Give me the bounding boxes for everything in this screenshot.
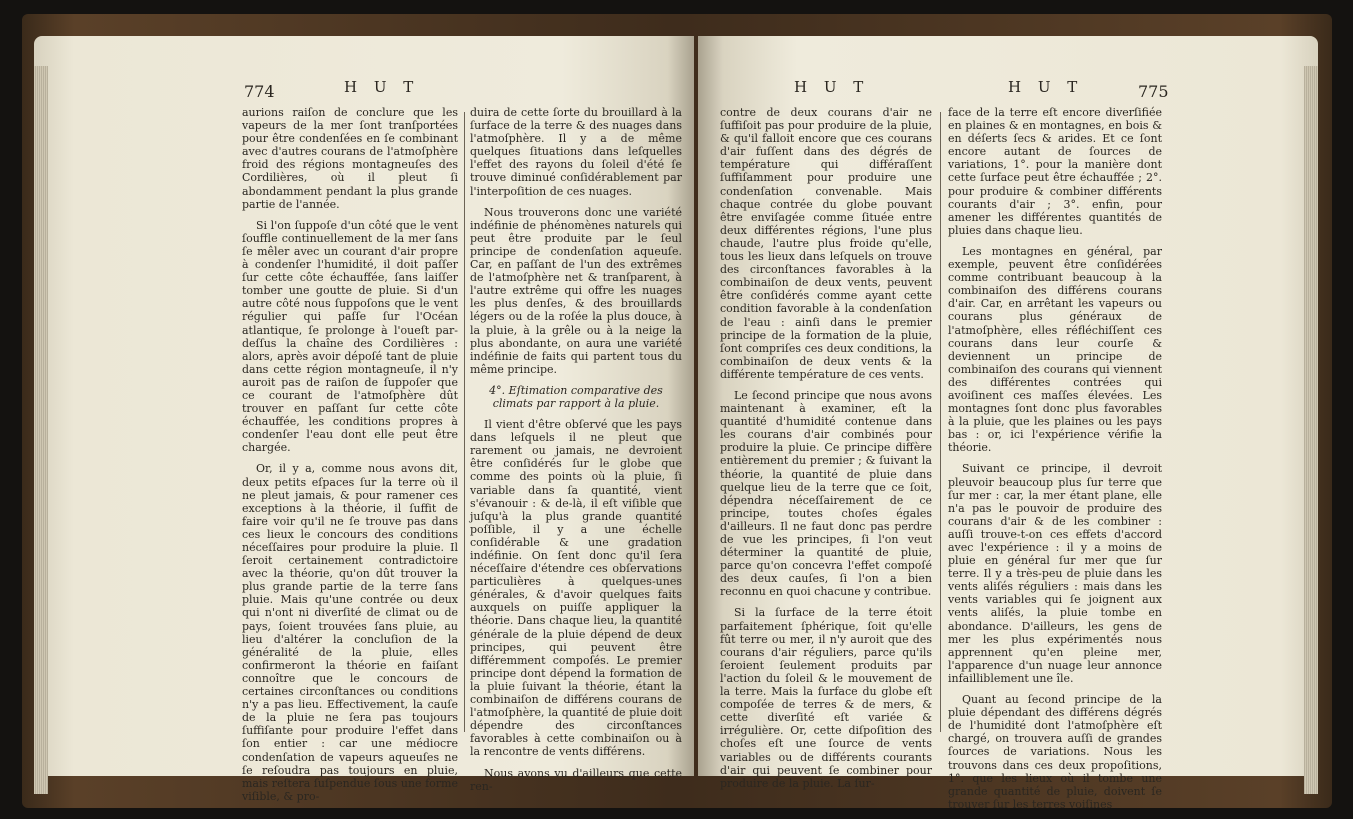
paragraph: Si l'on ſuppoſe d'un côté que le vent ſouffle continuellement de la mer ſans ſe mêler avec un courant d'air propre à condenſer l'humidité, il doit paſſer ſur cette côte échauffée, ſans laiſſer tomber une goutte de pluie. Si d'un autre côté nous ſuppoſons que le vent régulier qui paſſe ſur l'Océan atlantique, ſe prolonge à l'oueſt par-deſſus la chaîne des Cordilières : alors, après avoir dépoſé tant de pluie dans cette région montagneuſe, il n'y auroit pas de raiſon de ſuppoſer que ce courant de l'atmoſphère dût trouver en paſſant ſur cette côte échauffée, les conditions propres à condenſer l'eau dont elle peut être chargée.	[242, 218, 458, 455]
paragraph: face de la terre eſt encore diverſifiée en plaines & en montagnes, en bois & en déſerts ſecs & arides. Et ce ſont encore autant de ſources de variations, 1°. pour la manière dont cette ſurface peut être échauffée ; 2°. pour produire & combiner différents courants d'air ; 3°. enfin, pour amener les différentes quantités de pluies dans chaque lieu.	[948, 106, 1162, 237]
paragraph: Nous trouverons donc une variété indéfinie de phénomènes naturels qui peut être produite par le ſeul principe de condenſation aqueuſe. Car, en paſſant de l'un des extrêmes de l'atmoſphère net & tranſparent, à l'autre extrême qui offre les nuages les plus denſes, & des brouillards légers ou de la roſée la plus douce, à la pluie, à la grêle ou à la neige la plus abondante, on aura une variété indéfinie de faits qui partent tous du même principe.	[470, 205, 682, 376]
column-rule	[940, 112, 941, 732]
paragraph: aurions raiſon de conclure que les vapeurs de la mer ſont tranſportées pour être condenſées en ſe combinant avec d'autres courans de l'atmoſphère froid des régions montagneuſes des Cordilières, où il pleut ſi abondamment pendant la plus grande partie de l'année.	[242, 106, 458, 211]
paragraph: Nous avons vu d'ailleurs que cette ren-	[470, 766, 682, 793]
left-page-column-1	[242, 106, 458, 811]
paragraph: Quant au ſecond principe de la pluie dépendant des différens dégrés de l'humidité dont l'atmoſphère eſt chargé, on trouvera auſſi de grandes ſources de variations. Nous les trouvons dans ces deux propoſitions, 1°. que les lieux où il tombe une grande quantité de pluie, doivent ſe trouver ſur les terres voiſines	[948, 693, 1162, 811]
running-head-left: H U T	[344, 78, 420, 96]
page-number-left: 774	[244, 82, 275, 101]
page-edges-left	[34, 66, 48, 794]
left-page-column-2	[470, 106, 682, 801]
column-rule	[464, 112, 465, 732]
right-page-column-1	[720, 106, 932, 798]
paragraph: contre de deux courans d'air ne ſuffiſoit pas pour produire de la pluie, & qu'il falloit encore que ces courans d'air fuſſent dans des dégrés de température qui différaſſent ſuffiſamment pour produire une condenſation convenable. Mais chaque contrée du globe pouvant être enviſagée comme ſituée entre deux différentes régions, l'une plus chaude, l'autre plus froide qu'elle, tous les lieux dans leſquels on trouve des circonſtances favorables à la combinaiſon de deux vents, peuvent être conſidérés comme ayant cette condition favorable à la condenſation de l'eau : ainſi dans le premier principe de la formation de la pluie, ſont compriſes ces deux conditions, la combinaiſon de deux vents & la différente température de ces vents.	[720, 106, 932, 381]
running-head-right-col2: H U T	[1008, 78, 1084, 96]
page-number-right: 775	[1138, 82, 1169, 101]
paragraph: Il vient d'être obſervé que les pays dans leſquels il ne pleut que rarement ou jamais, ne devroient être conſidérés ſur le globe que comme des points où la pluie, ſi variable dans ſa quantité, vient s'évanouir : & de-là, il eſt viſible que juſqu'à la plus grande quantité poſſible, il y a une échelle conſidérable & une gradation indéfinie. On ſent donc qu'il ſera néceſſaire d'étendre ces obſervations particulières à quelques-unes générales, & d'avoir quelques faits auxquels on puiſſe appliquer la théorie. Dans chaque lieu, la quantité générale de la pluie dépend de deux principes, qui peuvent être différemment compoſés. Le premier principe dont dépend la formation de la pluie ſuivant la théorie, étant la combinaiſon de différens courans de l'atmoſphère, la quantité de pluie doit dépendre des circonſtances favorables à cette combinaiſon ou à la rencontre de vents différens.	[470, 418, 682, 759]
running-head-right-col1: H U T	[794, 78, 870, 96]
open-book	[22, 14, 1332, 811]
paragraph: Or, il y a, comme nous avons dit, deux petits eſpaces ſur la terre où il ne pleut jamais, & pour ramener ces exceptions à la théorie, il ſuffit de faire voir qu'il ne ſe trouve pas dans ces lieux le concours des conditions néceſſaires pour produire la pluie. Il ſeroit certainement contradictoire avec la théorie, qu'on dût trouver la plus grande partie de la terre ſans pluie. Mais qu'une contrée ou deux qui n'ont ni diverſité de climat ou de pays, ſoient trouvées ſans pluie, au lieu d'altérer la concluſion de la généralité de la pluie, elles confirmeront la théorie en faiſant connoître que le concours de certaines circonſtances ou conditions n'y a pas lieu. Effectivement, la cauſe de la pluie ne ſera pas toujours ſuffiſante pour produire l'effet dans ſon entier : car une médiocre condenſation de vapeurs aqueuſes ne ſe reſoudra pas toujours en pluie, mais reſtera ſuſpendue ſous une forme viſible, & pro-	[242, 462, 458, 803]
paragraph: Si la ſurface de la terre étoit parfaitement ſphérique, ſoit qu'elle fût terre ou mer, il n'y auroit que des courans d'air réguliers, parce qu'ils ſeroient ſeulement produits par l'action du ſoleil & le mouvement de la terre. Mais la ſurface du globe eſt compoſée de terres & de mers, & cette diverſité eſt variée & irrégulière. Or, cette diſpoſition des choſes eſt une ſource de vents variables ou de différents courants d'air qui peuvent ſe combiner pour produire de la pluie. La ſur-	[720, 606, 932, 790]
left-page	[34, 36, 694, 803]
right-page-column-2	[948, 106, 1162, 819]
right-page	[698, 36, 1318, 811]
paragraph: duira de cette ſorte du brouillard à la ſurface de la terre & des nuages dans l'atmoſphère. Il y a de même quelques ſituations dans leſquelles l'effet des rayons du ſoleil d'été ſe trouve diminué conſidérablement par l'interpoſition de ces nuages.	[470, 106, 682, 198]
section-heading: 4°. Eſtimation comparative des climats par rapport à la pluie.	[489, 383, 663, 410]
page-edges-right	[1304, 66, 1318, 794]
paragraph: Le ſecond principe que nous avons maintenant à examiner, eſt la quantité d'humidité contenue dans les courans d'air combinés pour produire la pluie. Ce principe diffère entièrement du premier ; & ſuivant la théorie, la quantité de pluie dans quelque lieu de la terre que ce ſoit, dépendra néceſſairement de ce principe, toutes choſes égales d'ailleurs. Il ne faut donc pas perdre de vue les principes, ſi l'on veut déterminer la quantité de pluie, parce qu'on concevra l'effet compoſé des deux cauſes, ſi l'on a bien reconnu en quoi chacune y contribue.	[720, 388, 932, 599]
paragraph: Suivant ce principe, il devroit pleuvoir beaucoup plus ſur terre que ſur mer : car, la mer étant plane, elle n'a pas le pouvoir de produire des courans d'air & de les combiner : auſſi trouve-t-on ces effets d'accord avec l'expérience : il y a moins de pluie en général ſur mer que ſur terre. Il y a très-peu de pluie dans les vents aliſés réguliers : mais dans les vents variables qui ſe joignent aux vents aliſés, la pluie tombe en abondance. D'ailleurs, les gens de mer les plus expérimentés nous apprennent qu'en pleine mer, l'apparence d'un nuage leur annonce infailliblement une île.	[948, 462, 1162, 685]
paragraph: Les montagnes en général, par exemple, peuvent être conſidérées comme contribuant beaucoup à la combinaiſon des différens courans d'air. Car, en arrêtant les vapeurs ou courans plus généraux de l'atmoſphère, elles réfléchiſſent ces courans dans leur courſe & deviennent un principe de combinaiſon des courans qui viennent des différentes contrées qui avoiſinent ces maſſes élevées. Les montagnes ſont donc plus favorables à la pluie, que les plaines ou les pays bas : or, ici l'expérience vérifie la théorie.	[948, 244, 1162, 455]
